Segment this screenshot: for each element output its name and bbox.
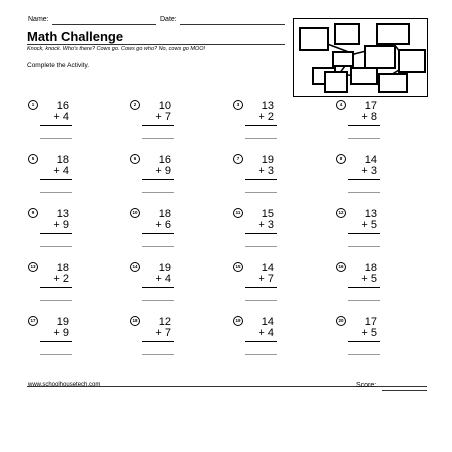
page-title: Math Challenge — [27, 29, 124, 44]
score-label: Score: — [356, 382, 377, 389]
sum-bar — [245, 125, 277, 126]
sum-bar — [348, 179, 380, 180]
problem-number: 14 — [130, 262, 140, 272]
diagram-box — [332, 51, 354, 67]
diagram-box — [364, 45, 396, 69]
addend-top: 18 — [158, 208, 171, 220]
problem-number: 13 — [28, 262, 38, 272]
answer-line[interactable] — [142, 300, 174, 301]
answer-line[interactable] — [40, 354, 72, 355]
problem-number: 11 — [233, 208, 243, 218]
sum-bar — [142, 179, 174, 180]
sum-bar — [348, 125, 380, 126]
problem-number: 19 — [233, 316, 243, 326]
problem-9 — [28, 208, 98, 258]
addend-bottom: + 3 — [361, 165, 377, 177]
date-label: Date: — [160, 16, 177, 23]
problem-number: 3 — [233, 100, 243, 110]
sum-bar — [245, 233, 277, 234]
diagram-box — [350, 67, 378, 85]
problem-2 — [130, 100, 200, 150]
sum-bar — [142, 287, 174, 288]
addend-top: 13 — [261, 100, 274, 112]
diagram-box — [376, 23, 410, 45]
answer-line[interactable] — [348, 354, 380, 355]
problem-14 — [130, 262, 200, 312]
title-underline — [27, 44, 285, 45]
addend-bottom: + 4 — [155, 273, 171, 285]
sum-bar — [245, 179, 277, 180]
name-line[interactable] — [52, 24, 156, 25]
answer-line[interactable] — [348, 192, 380, 193]
problem-number: 2 — [130, 100, 140, 110]
footer-website: www.schoolhousetech.com — [28, 382, 101, 388]
addend-top: 18 — [56, 262, 69, 274]
answer-line[interactable] — [40, 246, 72, 247]
answer-line[interactable] — [348, 246, 380, 247]
addend-top: 17 — [364, 316, 377, 328]
problem-number: 5 — [28, 154, 38, 164]
addend-top: 17 — [364, 100, 377, 112]
sum-bar — [40, 287, 72, 288]
sum-bar — [348, 287, 380, 288]
addend-bottom: + 9 — [155, 165, 171, 177]
problem-20 — [336, 316, 406, 366]
joke-text: Knock, knock. Who's there? Cows go. Cows go who? No, cows go MOO! — [27, 46, 206, 52]
problem-number: 9 — [28, 208, 38, 218]
addend-bottom: + 5 — [361, 273, 377, 285]
answer-line[interactable] — [142, 138, 174, 139]
problem-17 — [28, 316, 98, 366]
problem-15 — [233, 262, 303, 312]
addend-bottom: + 4 — [53, 111, 69, 123]
problem-6 — [130, 154, 200, 204]
problem-number: 15 — [233, 262, 243, 272]
problem-3 — [233, 100, 303, 150]
addend-bottom: + 8 — [361, 111, 377, 123]
problem-4 — [336, 100, 406, 150]
addend-top: 16 — [158, 154, 171, 166]
problem-number: 16 — [336, 262, 346, 272]
addend-bottom: + 6 — [155, 219, 171, 231]
addend-bottom: + 2 — [258, 111, 274, 123]
addend-bottom: + 3 — [258, 219, 274, 231]
addend-top: 16 — [56, 100, 69, 112]
answer-line[interactable] — [40, 192, 72, 193]
sum-bar — [40, 179, 72, 180]
problem-18 — [130, 316, 200, 366]
sum-bar — [348, 341, 380, 342]
sum-bar — [142, 125, 174, 126]
addend-bottom: + 9 — [53, 327, 69, 339]
problem-number: 6 — [130, 154, 140, 164]
problem-number: 18 — [130, 316, 140, 326]
answer-line[interactable] — [142, 354, 174, 355]
addend-bottom: + 4 — [258, 327, 274, 339]
sum-bar — [40, 125, 72, 126]
addend-top: 18 — [364, 262, 377, 274]
problem-10 — [130, 208, 200, 258]
addend-bottom: + 5 — [361, 219, 377, 231]
answer-line[interactable] — [40, 300, 72, 301]
sum-bar — [245, 341, 277, 342]
sum-bar — [348, 233, 380, 234]
addend-bottom: + 5 — [361, 327, 377, 339]
diagram-box — [334, 23, 360, 45]
problem-number: 10 — [130, 208, 140, 218]
addend-top: 14 — [261, 316, 274, 328]
name-label: Name: — [28, 16, 49, 23]
answer-line[interactable] — [245, 300, 277, 301]
addend-top: 15 — [261, 208, 274, 220]
instructions: Complete the Activity. — [27, 62, 90, 69]
diagram-box — [324, 71, 348, 93]
problem-16 — [336, 262, 406, 312]
problem-13 — [28, 262, 98, 312]
answer-line[interactable] — [245, 138, 277, 139]
problem-1 — [28, 100, 98, 150]
addend-top: 14 — [364, 154, 377, 166]
problem-7 — [233, 154, 303, 204]
addend-top: 13 — [364, 208, 377, 220]
diagram-box — [398, 49, 426, 73]
addend-bottom: + 4 — [53, 165, 69, 177]
addend-top: 18 — [56, 154, 69, 166]
answer-line[interactable] — [348, 300, 380, 301]
addend-bottom: + 9 — [53, 219, 69, 231]
addend-bottom: + 7 — [258, 273, 274, 285]
problem-8 — [336, 154, 406, 204]
addend-top: 19 — [261, 154, 274, 166]
addend-bottom: + 7 — [155, 111, 171, 123]
problem-number: 4 — [336, 100, 346, 110]
sum-bar — [245, 287, 277, 288]
diagram-box — [299, 27, 329, 51]
answer-line[interactable] — [245, 354, 277, 355]
addend-top: 10 — [158, 100, 171, 112]
problem-19 — [233, 316, 303, 366]
sum-bar — [142, 341, 174, 342]
problem-number: 17 — [28, 316, 38, 326]
problem-number: 12 — [336, 208, 346, 218]
problem-number: 1 — [28, 100, 38, 110]
addend-top: 12 — [158, 316, 171, 328]
addend-bottom: + 7 — [155, 327, 171, 339]
date-line[interactable] — [180, 24, 285, 25]
sum-bar — [142, 233, 174, 234]
answer-line[interactable] — [348, 138, 380, 139]
answer-line[interactable] — [142, 192, 174, 193]
decorative-diagram — [293, 18, 428, 97]
diagram-box — [378, 73, 408, 93]
addend-top: 19 — [158, 262, 171, 274]
answer-line[interactable] — [142, 246, 174, 247]
addend-bottom: + 2 — [53, 273, 69, 285]
addend-top: 14 — [261, 262, 274, 274]
answer-line[interactable] — [40, 138, 72, 139]
addend-top: 13 — [56, 208, 69, 220]
score-line[interactable] — [382, 390, 427, 391]
sum-bar — [40, 233, 72, 234]
answer-line[interactable] — [245, 246, 277, 247]
answer-line[interactable] — [245, 192, 277, 193]
problem-11 — [233, 208, 303, 258]
problem-5 — [28, 154, 98, 204]
problem-number: 8 — [336, 154, 346, 164]
problem-12 — [336, 208, 406, 258]
sum-bar — [40, 341, 72, 342]
addend-top: 19 — [56, 316, 69, 328]
problem-number: 7 — [233, 154, 243, 164]
addend-bottom: + 3 — [258, 165, 274, 177]
problem-number: 20 — [336, 316, 346, 326]
